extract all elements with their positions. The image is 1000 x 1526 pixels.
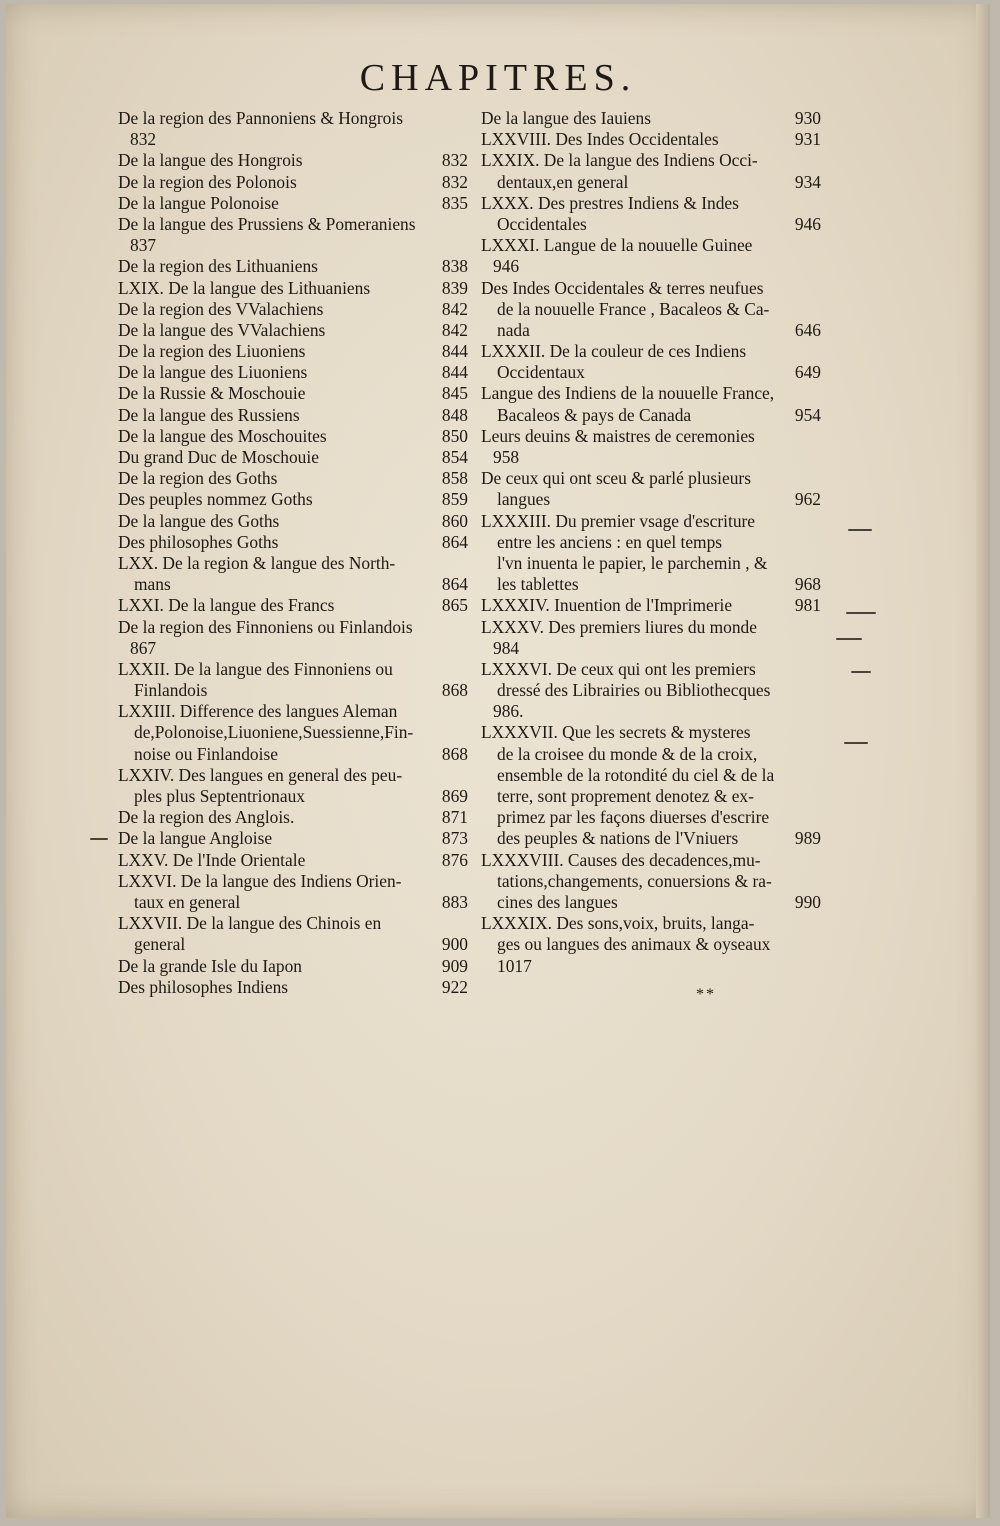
toc-page-number: 922 xyxy=(441,976,468,997)
toc-page-number: 930 xyxy=(794,108,821,128)
toc-page-number: 883 xyxy=(441,891,468,912)
toc-page-number: 832 xyxy=(441,150,468,171)
toc-entry-text: de la nouuelle France , Bacaleos & Ca- xyxy=(497,298,770,319)
toc-entry-text: LXXIII. Difference des langues Aleman xyxy=(118,701,398,722)
toc-entry-text: LXXVII. De la langue des Chinois en xyxy=(118,913,382,934)
toc-page-number: 832 xyxy=(130,129,157,150)
toc-entry-line xyxy=(481,256,821,277)
toc-entry-text: LXX. De la region & langue des North- xyxy=(118,552,396,573)
toc-entry-line xyxy=(481,744,821,765)
toc-entry-line xyxy=(118,362,468,383)
toc-page-number: 981 xyxy=(794,595,821,616)
toc-entry-text: LXXXIV. Inuention de l'Imprimerie xyxy=(481,595,733,616)
toc-entry-text: De la Russie & Moschouie xyxy=(118,383,306,404)
toc-page-number: 934 xyxy=(794,171,821,192)
toc-entry-line xyxy=(481,701,821,722)
toc-entry-text: LXIX. De la langue des Lithuaniens xyxy=(118,277,371,298)
toc-page-number: 990 xyxy=(794,891,821,912)
toc-page-number: 850 xyxy=(441,425,468,446)
toc-page-number: 900 xyxy=(441,934,468,955)
toc-entry-text: LXXXVII. Que les secrets & mysteres xyxy=(481,722,751,743)
toc-entry-text: dressé des Librairies ou Bibliothecques xyxy=(497,680,771,701)
toc-entry-text: LXXIX. De la langue des Indiens Occi- xyxy=(481,150,758,171)
toc-entry-text: cines des langues xyxy=(497,891,618,912)
toc-entry-line xyxy=(481,150,821,171)
toc-entry-text: ges ou langues des animaux & oyseaux xyxy=(497,934,771,955)
toc-entry-text: LXXXV. Des premiers liures du monde xyxy=(481,616,757,637)
toc-entry-text: De la region des Lithuaniens xyxy=(118,256,318,277)
toc-entry-text: LXXXII. De la couleur de ces Indiens xyxy=(481,341,747,362)
toc-entry-line xyxy=(481,765,821,786)
toc-entry-line xyxy=(118,680,468,701)
toc-page-number: 864 xyxy=(441,574,468,595)
toc-page-number: 844 xyxy=(441,341,468,362)
toc-entry-line xyxy=(481,489,821,510)
toc-entry-line xyxy=(118,341,468,362)
toc-entry-line xyxy=(481,786,821,807)
toc-entry-text: De la langue des Iauiens xyxy=(481,108,651,128)
toc-entry-line xyxy=(118,383,468,404)
toc-entry-line xyxy=(118,108,468,129)
toc-entry-line xyxy=(481,532,821,553)
toc-entry-line xyxy=(481,172,821,193)
toc-entry-line xyxy=(481,828,821,849)
margin-mark xyxy=(851,671,871,673)
toc-page-number: 860 xyxy=(441,510,468,531)
toc-entry-text: general xyxy=(134,934,186,955)
toc-entry-text: nada xyxy=(497,319,530,340)
toc-page-number: 867 xyxy=(130,637,157,658)
toc-page-number: 864 xyxy=(441,531,468,552)
toc-entry-text: LXXXIX. Des sons,voix, bruits, langa- xyxy=(481,913,755,934)
toc-page-number: 989 xyxy=(794,828,821,849)
toc-page-number: 871 xyxy=(441,807,468,828)
toc-page-number: 962 xyxy=(794,489,821,510)
toc-entry-text: entre les anciens : en quel temps xyxy=(497,531,723,552)
toc-entry-line xyxy=(118,595,468,616)
toc-page-number: 844 xyxy=(441,362,468,383)
toc-entry-line xyxy=(481,871,821,892)
toc-page-number xyxy=(815,617,821,638)
toc-entry-line xyxy=(118,447,468,468)
toc-entry-text: LXXIV. Des langues en general des peu- xyxy=(118,764,403,785)
toc-page-number xyxy=(815,511,821,532)
toc-entry-text: Occidentaux xyxy=(497,362,585,383)
toc-page-number xyxy=(815,850,821,871)
toc-entry-line xyxy=(481,299,821,320)
toc-page-number: 858 xyxy=(441,468,468,489)
toc-page-number: 835 xyxy=(441,192,468,213)
toc-entry-text: De la grande Isle du Iapon xyxy=(118,955,302,976)
toc-page-number xyxy=(815,383,821,404)
toc-entry-text: De la langue des VValachiens xyxy=(118,319,326,340)
toc-entry-line xyxy=(481,405,821,426)
book-page xyxy=(6,4,990,1518)
toc-page-number: 946 xyxy=(493,256,520,277)
toc-entry-text: LXXVIII. Des Indes Occidentales xyxy=(481,129,719,150)
toc-entry-line xyxy=(481,659,821,680)
toc-page-number: 958 xyxy=(493,447,520,467)
toc-entry-line xyxy=(481,595,821,616)
toc-entry-line xyxy=(481,129,821,150)
toc-entry-line xyxy=(118,172,468,193)
toc-entry-line xyxy=(118,722,468,743)
toc-page-number: 837 xyxy=(130,235,157,256)
toc-entry-line xyxy=(118,426,468,447)
toc-entry-text: des peuples & nations de l'Vniuers xyxy=(497,828,739,849)
toc-entry-line xyxy=(481,934,821,955)
toc-page-number: 854 xyxy=(441,447,468,467)
toc-entry-line xyxy=(118,956,468,977)
toc-entry-line xyxy=(118,638,468,659)
toc-page-number xyxy=(815,871,821,892)
toc-entry-text: LXXX. Des prestres Indiens & Indes xyxy=(481,192,739,213)
toc-entry-text: De la langue des Hongrois xyxy=(118,150,303,171)
margin-mark xyxy=(846,612,876,614)
toc-entry-text: taux en general xyxy=(134,891,241,912)
toc-entry-line xyxy=(118,129,468,150)
toc-entry-text: Des peuples nommez Goths xyxy=(118,489,313,510)
toc-entry-text: LXXXI. Langue de la nouuelle Guinee xyxy=(481,235,753,256)
toc-entry-line xyxy=(118,617,468,638)
toc-page-number xyxy=(815,532,821,553)
toc-entry-line xyxy=(481,214,821,235)
toc-page-number: 873 xyxy=(441,828,468,849)
toc-entry-text: de,Polonoise,Liuoniene,Suessienne,Fin- xyxy=(134,722,414,743)
toc-entry-text: De la region des Liuoniens xyxy=(118,341,306,362)
toc-entry-line xyxy=(481,511,821,532)
toc-page-number: 842 xyxy=(441,319,468,340)
toc-entry-text: Du grand Duc de Moschouie xyxy=(118,447,319,467)
toc-page-number xyxy=(815,680,821,701)
toc-entry-line xyxy=(118,701,468,722)
toc-page-number: 839 xyxy=(441,277,468,298)
toc-entry-line xyxy=(118,659,468,680)
toc-page-number: 838 xyxy=(441,256,468,277)
toc-page-number xyxy=(815,278,821,299)
toc-page-number xyxy=(815,807,821,828)
toc-entry-text: LXXI. De la langue des Francs xyxy=(118,595,335,616)
toc-entry-line xyxy=(118,871,468,892)
toc-entry-line xyxy=(118,278,468,299)
toc-page-number xyxy=(815,299,821,320)
toc-entry-text: Occidentales xyxy=(497,213,587,234)
toc-page-number: 865 xyxy=(441,595,468,616)
toc-page-number xyxy=(815,341,821,362)
toc-entry-line xyxy=(118,574,468,595)
toc-entry-line xyxy=(481,807,821,828)
toc-page-number xyxy=(462,617,468,638)
toc-entry-text: de la croisee du monde & de la croix, xyxy=(497,743,758,764)
toc-right-column xyxy=(481,108,821,977)
toc-page-number: 845 xyxy=(441,383,468,404)
toc-page-number: 909 xyxy=(441,955,468,976)
toc-entry-text: De ceux qui ont sceu & parlé plusieurs xyxy=(481,468,751,489)
toc-entry-line xyxy=(118,150,468,171)
toc-entry-line xyxy=(118,511,468,532)
toc-entry-line xyxy=(118,892,468,913)
toc-entry-text: LXXXIII. Du premier vsage d'escriture xyxy=(481,510,756,531)
margin-mark xyxy=(848,529,872,531)
toc-entry-line xyxy=(118,977,468,998)
toc-entry-line xyxy=(118,553,468,574)
toc-page-number xyxy=(462,659,468,680)
toc-entry-text: ensemble de la rotondité du ciel & de la xyxy=(497,764,775,785)
toc-entry-text: Langue des Indiens de la nouuelle France, xyxy=(481,383,775,404)
toc-entry-text: LXXVI. De la langue des Indiens Orien- xyxy=(118,870,402,891)
toc-page-number xyxy=(462,871,468,892)
margin-mark xyxy=(836,638,862,640)
toc-entry-line xyxy=(481,383,821,404)
toc-entry-line xyxy=(481,278,821,299)
toc-page-number: 868 xyxy=(441,743,468,764)
toc-entry-text: LXXII. De la langue des Finnoniens ou xyxy=(118,658,393,679)
toc-entry-line xyxy=(118,468,468,489)
toc-entry-line xyxy=(481,638,821,659)
toc-entry-text: LXXXVIII. Causes des decadences,mu- xyxy=(481,849,761,870)
toc-page-number: 649 xyxy=(794,362,821,383)
toc-page-number xyxy=(815,722,821,743)
toc-entry-text: De la langue Angloise xyxy=(118,828,273,849)
toc-entry-line xyxy=(118,214,468,235)
toc-page-number: 931 xyxy=(794,129,821,150)
toc-page-number: 848 xyxy=(441,404,468,425)
toc-page-number xyxy=(815,913,821,934)
toc-page-number xyxy=(815,786,821,807)
toc-entry-text: De la region des Anglois. xyxy=(118,807,295,828)
toc-page-number xyxy=(815,659,821,680)
toc-entry-line xyxy=(481,447,821,468)
toc-page-number xyxy=(815,468,821,489)
toc-entry-text: De la langue des Goths xyxy=(118,510,280,531)
toc-entry-text: LXXXVI. De ceux qui ont les premiers xyxy=(481,658,756,679)
toc-page-number xyxy=(815,426,821,447)
toc-entry-text: Des philosophes Goths xyxy=(118,531,279,552)
toc-entry-text: De la langue des Liuoniens xyxy=(118,362,308,383)
toc-entry-text: langues xyxy=(497,489,551,510)
toc-entry-line xyxy=(481,468,821,489)
toc-entry-line xyxy=(481,574,821,595)
toc-page-number: 842 xyxy=(441,298,468,319)
toc-entry-text: noise ou Finlandoise xyxy=(134,743,278,764)
toc-page-number: 876 xyxy=(441,849,468,870)
toc-page-number xyxy=(815,956,821,977)
toc-page-number xyxy=(462,701,468,722)
signature-mark: ** xyxy=(696,986,716,1003)
toc-page-number xyxy=(815,744,821,765)
toc-entry-line xyxy=(118,299,468,320)
toc-entry-line xyxy=(481,913,821,934)
toc-entry-line xyxy=(481,108,821,129)
toc-entry-line xyxy=(118,828,468,849)
toc-entry-text: De la region des Finnoniens ou Finlandois xyxy=(118,616,413,637)
toc-entry-line xyxy=(118,256,468,277)
page-edge xyxy=(976,4,990,1518)
toc-page-number xyxy=(462,765,468,786)
toc-entry-line xyxy=(481,235,821,256)
toc-page-number: 859 xyxy=(441,489,468,510)
toc-page-number xyxy=(462,913,468,934)
toc-entry-text: LXXV. De l'Inde Orientale xyxy=(118,849,306,870)
toc-entry-text: De la langue Polonoise xyxy=(118,192,279,213)
toc-entry-text: Finlandois xyxy=(134,680,208,701)
toc-entry-text: dentaux,en general xyxy=(497,171,629,192)
toc-entry-line xyxy=(481,850,821,871)
toc-entry-line xyxy=(118,193,468,214)
toc-entry-text: Des philosophes Indiens xyxy=(118,976,289,997)
toc-entry-line xyxy=(481,426,821,447)
toc-entry-text: terre, sont proprement denotez & ex- xyxy=(497,786,754,806)
toc-entry-text: De la region des Goths xyxy=(118,468,278,489)
margin-mark xyxy=(90,838,108,840)
toc-page-number: 646 xyxy=(794,319,821,340)
toc-entry-line xyxy=(481,193,821,214)
toc-page-number: 984 xyxy=(493,637,520,658)
toc-entry-text: De la langue des Moschouites xyxy=(118,425,327,446)
toc-entry-line xyxy=(481,617,821,638)
toc-left-column xyxy=(118,108,468,998)
toc-entry-text: De la langue des Russiens xyxy=(118,404,300,425)
toc-page-number: 954 xyxy=(794,404,821,425)
toc-page-number xyxy=(462,108,468,129)
toc-page-number: 986. xyxy=(493,701,524,722)
toc-entry-text: Bacaleos & pays de Canada xyxy=(497,404,692,425)
toc-entry-line xyxy=(481,956,821,977)
toc-entry-text: mans xyxy=(134,574,171,595)
toc-entry-text: primez par les façons diuerses d'escrire xyxy=(497,807,770,828)
toc-entry-text: Des Indes Occidentales & terres neufues xyxy=(481,277,764,298)
toc-entry-text: De la region des VValachiens xyxy=(118,298,324,319)
toc-page-number: 832 xyxy=(441,171,468,192)
page-heading: CHAPITRES. xyxy=(359,57,637,99)
toc-entry-line xyxy=(481,341,821,362)
toc-entry-text: De la region des Polonois xyxy=(118,171,297,192)
toc-page-number: 946 xyxy=(794,213,821,234)
toc-entry-line xyxy=(481,320,821,341)
toc-entry-line xyxy=(118,405,468,426)
toc-page-number xyxy=(815,193,821,214)
toc-entry-text: les tablettes xyxy=(497,574,579,595)
toc-entry-text: 1017 xyxy=(497,955,532,976)
toc-entry-line xyxy=(118,235,468,256)
toc-entry-line xyxy=(481,362,821,383)
toc-entry-text: l'vn inuenta le papier, le parchemin , & xyxy=(497,552,768,573)
toc-entry-line xyxy=(481,722,821,743)
toc-entry-text: De la langue des Prussiens & Pomeraniens xyxy=(118,213,416,234)
toc-entry-line xyxy=(118,807,468,828)
toc-entry-line xyxy=(118,320,468,341)
margin-mark xyxy=(844,742,868,744)
toc-entry-line xyxy=(118,934,468,955)
toc-entry-line xyxy=(118,765,468,786)
toc-entry-text: tations,changements, conuersions & ra- xyxy=(497,870,772,891)
toc-entry-text: De la region des Pannoniens & Hongrois xyxy=(118,108,403,128)
toc-entry-line xyxy=(481,892,821,913)
toc-entry-line xyxy=(118,913,468,934)
toc-entry-line xyxy=(118,489,468,510)
toc-entry-line xyxy=(481,553,821,574)
toc-page-number xyxy=(815,235,821,256)
toc-entry-line xyxy=(118,532,468,553)
toc-page-number: 868 xyxy=(441,680,468,701)
toc-entry-line xyxy=(481,680,821,701)
toc-entry-line xyxy=(118,744,468,765)
toc-entry-line xyxy=(118,786,468,807)
toc-page-number xyxy=(462,553,468,574)
toc-page-number xyxy=(815,150,821,171)
toc-page-number xyxy=(462,214,468,235)
toc-page-number xyxy=(815,553,821,574)
toc-page-number: 968 xyxy=(794,574,821,595)
toc-entry-line xyxy=(118,850,468,871)
toc-page-number: 869 xyxy=(441,786,468,806)
toc-entry-text: ples plus Septentrionaux xyxy=(134,786,305,806)
toc-entry-text: Leurs deuins & maistres de ceremonies xyxy=(481,425,755,446)
toc-page-number xyxy=(462,722,468,743)
toc-page-number xyxy=(815,765,821,786)
toc-page-number xyxy=(815,934,821,955)
